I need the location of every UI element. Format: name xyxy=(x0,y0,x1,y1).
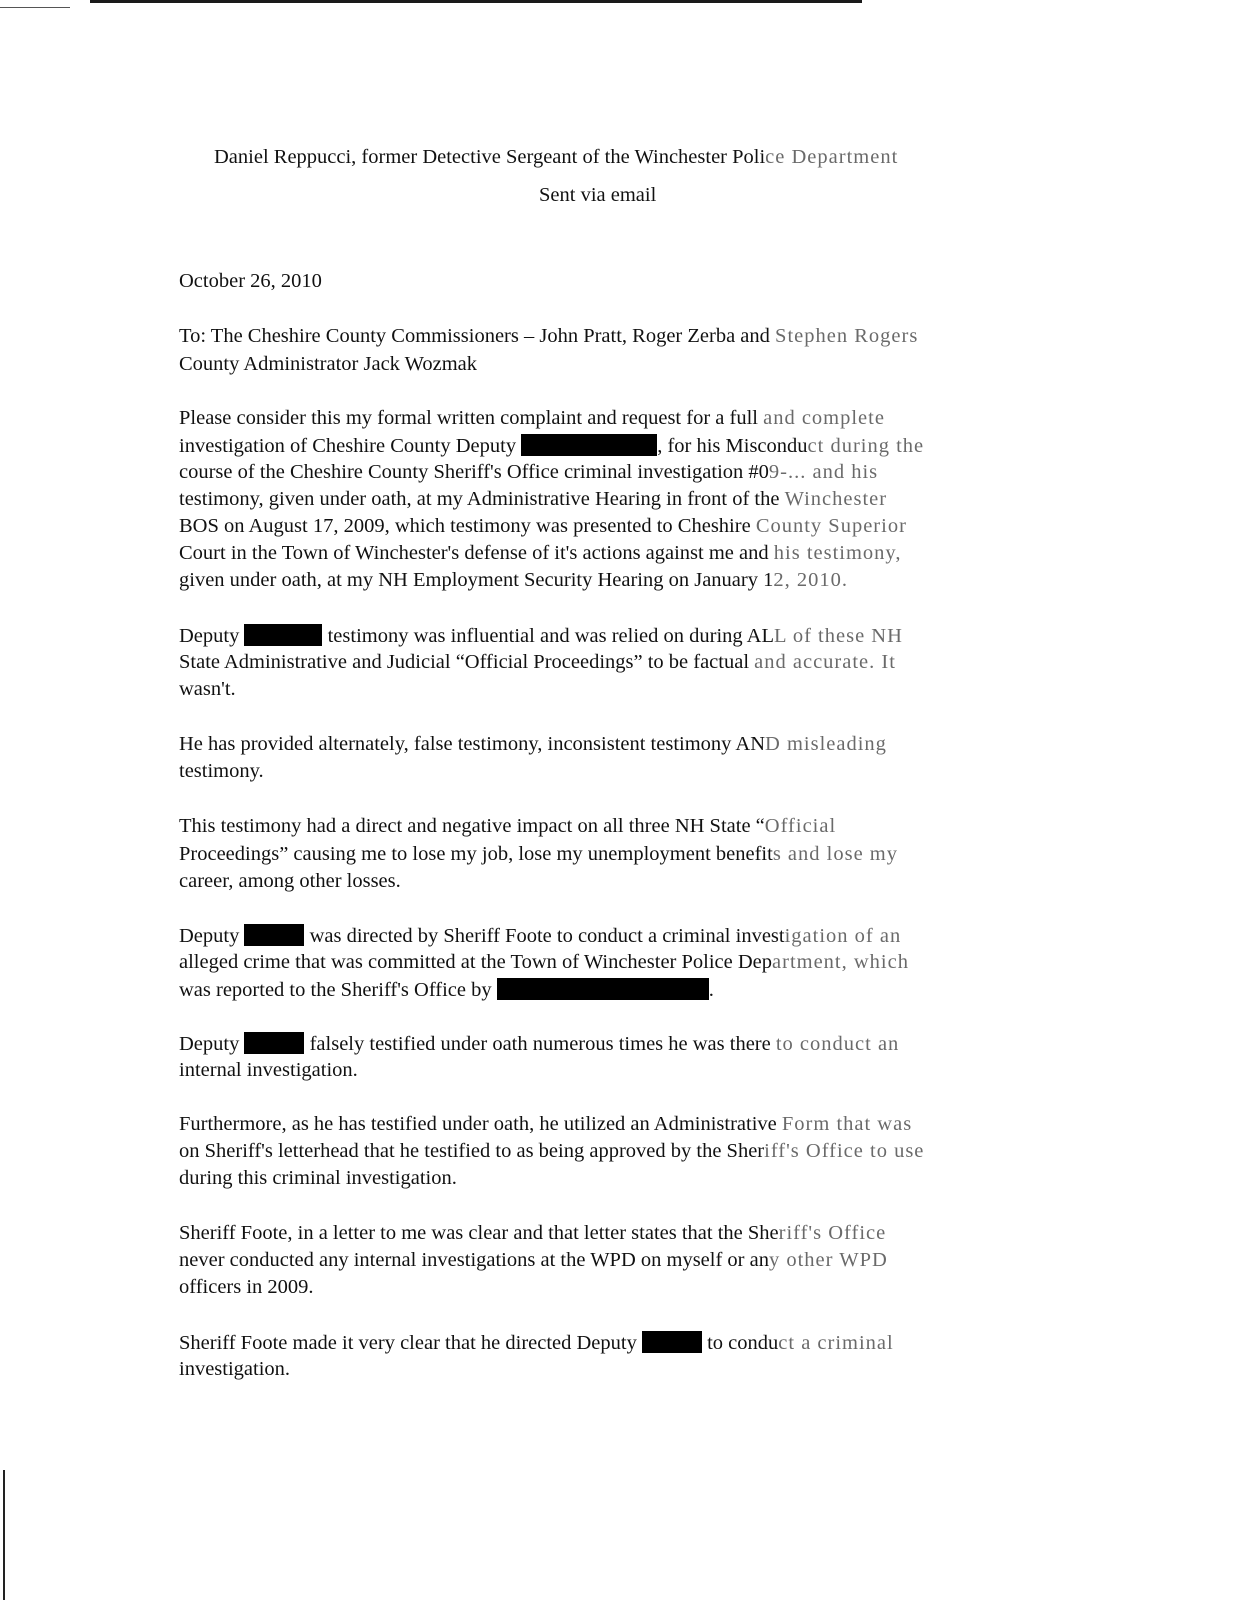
p2-line-1: Deputy testimony was influential and was relied on during ALL of these NH xyxy=(179,625,903,647)
redaction-bar xyxy=(244,924,304,946)
p7-line-3: during this criminal investigation. xyxy=(179,1167,457,1189)
p8-line-1: Sheriff Foote, in a letter to me was clear and that letter states that the Sheriff's Office xyxy=(179,1222,887,1244)
p7-line-1: Furthermore, as he has testified under oath, he utilized an Administrative Form that was xyxy=(179,1113,913,1135)
redaction-bar xyxy=(642,1331,702,1353)
p4-line-1: This testimony had a direct and negative impact on all three NH State “Official xyxy=(179,815,837,837)
top-left-scan-line xyxy=(0,7,70,8)
p1-line-2: investigation of Cheshire County Deputy , for his Misconduct during the xyxy=(179,435,925,457)
p2-line-2: State Administrative and Judicial “Official Proceedings” to be factual and accurate. It xyxy=(179,651,896,673)
recipients-line-2: County Administrator Jack Wozmak xyxy=(179,353,478,375)
p3-line-2: testimony. xyxy=(179,760,264,782)
recipients-line-1: To: The Cheshire County Commissioners – John Pratt, Roger Zerba and Stephen Rogers xyxy=(179,325,919,347)
sent-via-line: Sent via email xyxy=(539,184,657,206)
p2-line-3: wasn't. xyxy=(179,678,236,700)
p1-line-4: testimony, given under oath, at my Administrative Hearing in front of the Winchester xyxy=(179,488,888,510)
letter-header xyxy=(214,146,1014,206)
p1-line-1: Please consider this my formal written complaint and request for a full and complete xyxy=(179,407,885,429)
p1-line-5: BOS on August 17, 2009, which testimony was presented to Cheshire County Superior xyxy=(179,515,907,537)
p1-line-3: course of the Cheshire County Sheriff's Office criminal investigation #09-... and his xyxy=(179,461,879,483)
redaction-bar xyxy=(497,978,709,1000)
p6-line-1: Deputy falsely testified under oath numerous times he was there to conduct an xyxy=(179,1033,900,1055)
p5-line-1: Deputy was directed by Sheriff Foote to conduct a criminal investigation of an xyxy=(179,925,902,947)
redaction-bar xyxy=(244,1032,304,1054)
p9-line-2: investigation. xyxy=(179,1358,291,1380)
top-border-line xyxy=(90,0,862,3)
p1-line-7: given under oath, at my NH Employment Security Hearing on January 12, 2010. xyxy=(179,569,848,591)
p3-line-1: He has provided alternately, false testimony, inconsistent testimony AND misleading xyxy=(179,733,887,755)
p8-line-3: officers in 2009. xyxy=(179,1276,314,1298)
redaction-bar xyxy=(244,624,322,646)
sender-line: Daniel Reppucci, former Detective Sergeant of the Winchester Police Department xyxy=(214,146,899,168)
p5-line-2: alleged crime that was committed at the Town of Winchester Police Department, which xyxy=(179,951,909,973)
letter-date: October 26, 2010 xyxy=(179,270,322,292)
p4-line-2: Proceedings” causing me to lose my job, lose my unemployment benefits and lose my xyxy=(179,843,898,865)
redaction-bar xyxy=(521,434,657,456)
p9-line-1: Sheriff Foote made it very clear that he directed Deputy to conduct a criminal xyxy=(179,1332,894,1354)
p1-line-6: Court in the Town of Winchester's defense of it's actions against me and his testimony, xyxy=(179,542,902,564)
p6-line-2: internal investigation. xyxy=(179,1059,358,1081)
p7-line-2: on Sheriff's letterhead that he testified to as being approved by the Sheriff's Office to use xyxy=(179,1140,925,1162)
p8-line-2: never conducted any internal investigations at the WPD on myself or any other WPD xyxy=(179,1249,888,1271)
left-edge-scan-line xyxy=(3,1470,5,1600)
p4-line-3: career, among other losses. xyxy=(179,870,401,892)
p5-line-3: was reported to the Sheriff's Office by . xyxy=(179,979,714,1001)
